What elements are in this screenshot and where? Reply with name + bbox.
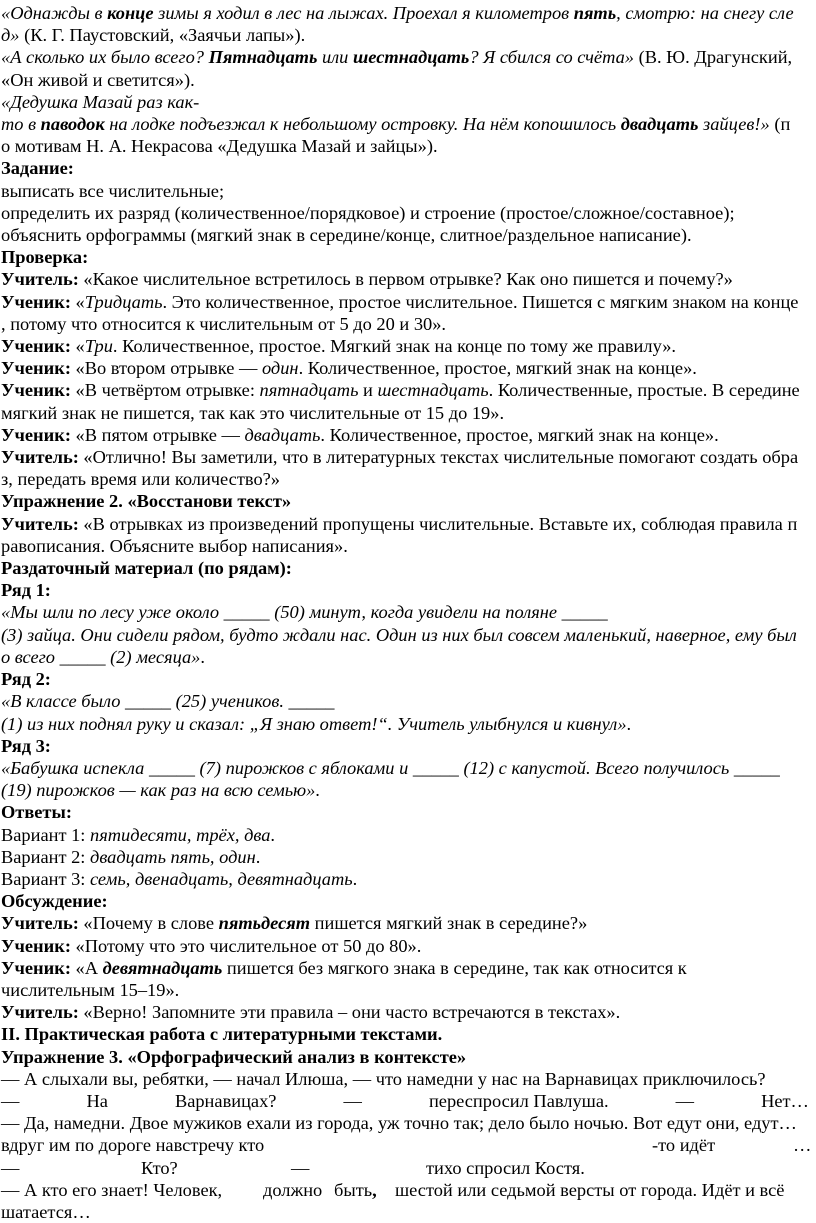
dialogue-line: Ученик: «В четвёртом отрывке: пятнадцать и шестнадцать. Количественные, простые. В середине — [1, 380, 800, 401]
exercise-2-heading: Упражнение 2. «Восстанови текст» — [1, 491, 292, 512]
passage-3-line-2: то в паводок на лодке подъезжал к небольшому островку. На нём копошилось двадцать зайцев!» (п — [1, 114, 791, 135]
text-line: вдруг им по дороге навстречу кто -то идёт … — [1, 1135, 812, 1156]
row-1-text: о всего _____ (2) месяца». — [1, 646, 205, 667]
text-line: — Да, намедни. Двое мужиков ехали из города, уж точно так; дело было ночью. Вот едут они, едут… — [1, 1113, 797, 1134]
dialogue-line-cont: равописания. Объясните выбор написания». — [1, 535, 348, 556]
dialogue-line: Ученик: «Три. Количественное, простое. Мягкий знак на конце по тому же правилу». — [1, 336, 677, 357]
row-1-text: «Мы шли по лесу уже около _____ (50) минут, когда увидели на поляне _____ — [1, 602, 608, 623]
dialogue-line: Учитель: «Почему в слове пятьдесят пишется мягкий знак в середине?» — [1, 913, 588, 934]
answer-variant: Вариант 3: семь, двенадцать, девятнадцать. — [1, 868, 358, 889]
dialogue-line-cont: мягкий знак не пишется, так как это числительные от 15 до 19». — [1, 402, 505, 423]
task-item: объяснить орфограммы (мягкий знак в середине/конце, слитное/раздельное написание). — [1, 225, 692, 246]
answers-heading: Ответы: — [1, 802, 72, 823]
dialogue-line: Учитель: «Верно! Запомните эти правила – они часто встречаются в текстах». — [1, 1002, 621, 1023]
row-2-text: «В классе было _____ (25) учеников. _____ — [1, 691, 335, 712]
exercise-3-heading: Упражнение 3. «Орфографический анализ в контексте» — [1, 1046, 467, 1067]
section-ii-heading: II. Практическая работа с литературными текстами. — [1, 1024, 443, 1045]
dialogue-line: Учитель: «Отлично! Вы заметили, что в литературных текстах числительные помогают создать обра — [1, 447, 799, 468]
discussion-heading: Обсуждение: — [1, 891, 108, 912]
row-3-heading: Ряд 3: — [1, 735, 51, 756]
text-line: — А кто его знает! Человек, должно быть, шестой или седьмой версты от города. Идёт и всё — [1, 1179, 785, 1200]
passage-1-line-2: д» (К. Г. Паустовский, «Заячьи лапы»). — [1, 25, 306, 46]
task-item: выписать все числительные; — [1, 180, 225, 201]
dialogue-line-cont: числительным 15–19». — [1, 979, 180, 1000]
row-3-text: «Бабушка испекла _____ (7) пирожков с яблоками и _____ (12) с капустой. Всего получилось _____ — [1, 757, 780, 778]
dialogue-line: Ученик: «А девятнадцать пишется без мягкого знака в середине, так как относится к — [1, 957, 687, 978]
dialogue-line: Ученик: «Во втором отрывке — один. Количественное, простое, мягкий знак на конце». — [1, 358, 697, 379]
task-heading: Задание: — [1, 158, 74, 179]
dialogue-line: Ученик: «Тридцать. Это количественное, простое числительное. Пишется с мягким знаком на конце — [1, 291, 799, 312]
passage-3-line-1: «Дедушка Мазай раз как- — [1, 91, 200, 112]
dialogue-line: Учитель: «В отрывках из произведений пропущены числительные. Вставьте их, соблюдая правила п — [1, 513, 798, 534]
text-line: — А слыхали вы, ребятки, — начал Илюша, — что намедни у нас на Варнавицах приключилось? — [1, 1068, 766, 1089]
passage-2-line-1: «А сколько их было всего? Пятнадцать или шестнадцать? Я сбился со счёта» (В. Ю. Драгунский, — [1, 47, 793, 68]
passage-1-line-1: «Однажды в конце зимы я ходил в лес на лыжах. Проехал я километров пять, смотрю: на снегу сле — [1, 3, 794, 23]
text-line: шатается… — [1, 1201, 91, 1222]
dialogue-line: Учитель: «Какое числительное встретилось в первом отрывке? Как оно пишется и почему?» — [1, 269, 733, 290]
dialogue-line-cont: , потому что относится к числительным от 5 до 20 и 30». — [1, 313, 447, 334]
row-2-text: (1) из них поднял руку и сказал: „Я знаю ответ!“. Учитель улыбнулся и кивнул». — [1, 713, 632, 734]
check-heading: Проверка: — [1, 247, 89, 268]
row-2-heading: Ряд 2: — [1, 669, 51, 690]
text-line: — Кто? — тихо спросил Костя. — [1, 1157, 585, 1178]
dialogue-line: Ученик: «Потому что это числительное от 50 до 80». — [1, 935, 422, 956]
passage-2-line-2: «Он живой и светится»). — [1, 69, 195, 90]
passage-3-line-3: о мотивам Н. А. Некрасова «Дедушка Мазай и зайцы»). — [1, 136, 438, 157]
dialogue-line-cont: з, передать время или количество?» — [1, 469, 280, 490]
row-1-text: (3) зайца. Они сидели рядом, будто ждали нас. Один из них был совсем маленький, наверное, ему был — [1, 624, 797, 645]
dialogue-line: Ученик: «В пятом отрывке — двадцать. Количественное, простое, мягкий знак на конце». — [1, 424, 719, 445]
task-item: определить их разряд (количественное/порядковое) и строение (простое/сложное/составное); — [1, 202, 735, 223]
answer-variant: Вариант 1: пятидесяти, трёх, два. — [1, 824, 276, 845]
handout-heading: Раздаточный материал (по рядам): — [1, 558, 292, 579]
text-line: — На Варнавицах? — переспросил Павлуша. — Нет… — [1, 1090, 809, 1111]
answer-variant: Вариант 2: двадцать пять, один. — [1, 846, 261, 867]
row-3-text: (19) пирожков — как раз на всю семью». — [1, 780, 320, 801]
row-1-heading: Ряд 1: — [1, 580, 51, 601]
